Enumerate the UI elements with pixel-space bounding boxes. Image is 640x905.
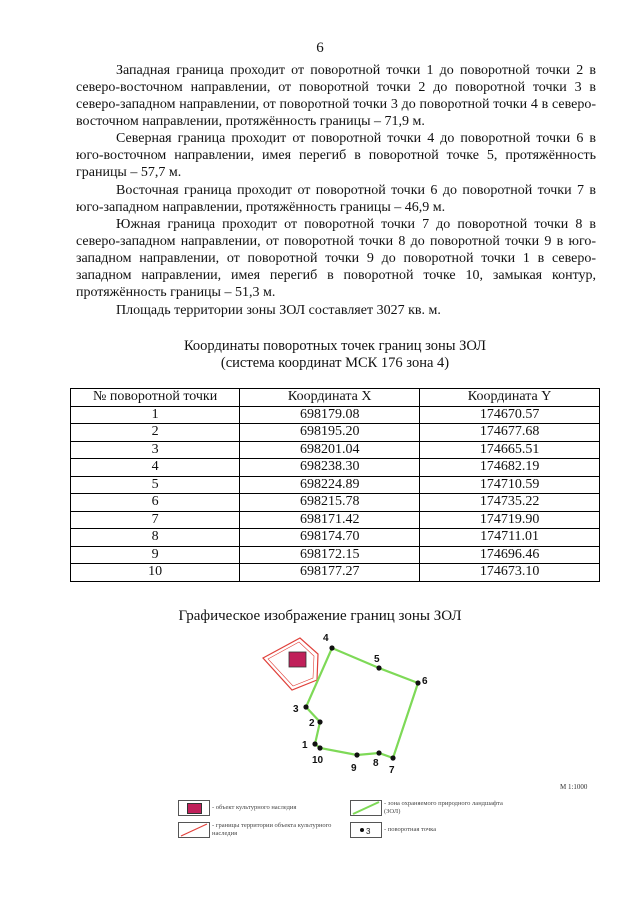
cell-x: 698172.15 [240, 546, 420, 564]
point-label-7: 7 [389, 765, 395, 776]
cell-point: 7 [71, 511, 240, 529]
turning-point-7 [390, 755, 395, 760]
heritage-object [289, 652, 306, 667]
turning-points [303, 645, 420, 760]
turning-point-9 [354, 752, 359, 757]
cell-y: 174696.46 [420, 546, 600, 564]
cell-point: 9 [71, 546, 240, 564]
graphic-title: Графическое изображение границ зоны ЗОЛ [178, 608, 462, 624]
table-header-row [71, 389, 600, 407]
cell-x: 698215.78 [240, 494, 420, 512]
cell-x: 698171.42 [240, 511, 420, 529]
table-row [71, 546, 600, 564]
legend-turning-point-swatch [350, 822, 382, 838]
cell-point: 8 [71, 529, 240, 547]
turning-point-4 [329, 645, 334, 650]
cell-x: 698201.04 [240, 441, 420, 459]
page-number: 6 [316, 40, 324, 56]
cell-point: 2 [71, 424, 240, 442]
cell-x: 698195.20 [240, 424, 420, 442]
cell-point: 4 [71, 459, 240, 477]
table-title: Координаты поворотных точек границ зоны ЗОЛ [183, 338, 487, 354]
cell-y: 174711.01 [420, 529, 600, 547]
cell-y: 174677.68 [420, 424, 600, 442]
header-point: № поворотной точки [71, 389, 240, 407]
table-row [71, 406, 600, 424]
cell-y: 174670.57 [420, 406, 600, 424]
legend-zol-swatch [350, 800, 382, 816]
point-label-1: 1 [302, 740, 308, 751]
table-row [71, 494, 600, 512]
legend-heritage-territory-label: - границы территории объекта культурного наследия [212, 822, 332, 837]
cell-point: 1 [71, 406, 240, 424]
cell-x: 698174.70 [240, 529, 420, 547]
boundary-map [160, 626, 460, 786]
table-row [71, 529, 600, 547]
paragraph-west-border: Западная граница проходит от поворотной точки 1 до поворотной точки 2 в северо-восточном направлении, от поворотной точки 2 до поворотной точки 3 в северо-западном направлении, от поворотной точки 3 до поворотной точки 4 в северо-восточном направлении, протяжённость границы – 71,9 м. [76, 63, 596, 129]
cell-y: 174710.59 [420, 476, 600, 494]
turning-point-5 [376, 665, 381, 670]
point-label-8: 8 [373, 758, 379, 769]
legend-turning-point-number: 3 [366, 827, 371, 836]
cell-x: 698179.08 [240, 406, 420, 424]
turning-point-2 [317, 719, 322, 724]
point-label-10: 10 [312, 755, 324, 766]
turning-point-10 [317, 745, 322, 750]
point-label-2: 2 [309, 718, 315, 729]
cell-x: 698238.30 [240, 459, 420, 477]
legend-heritage-object-label: - объект культурного наследия [212, 804, 297, 811]
paragraph-south-border: Южная граница проходит от поворотной точки 7 до поворотной точки 8 в северо-западном направлении, от поворотной точки 8 до поворотной точки 9 в юго-западном направлении, от поворотной точки 9 до поворотной точки 1 в северо-западном направлении, имея перегиб в поворотной точке 10, замыкая контур, протяжённость границы – 51,3 м. [76, 217, 596, 300]
cell-y: 174673.10 [420, 564, 600, 582]
point-label-3: 3 [293, 704, 299, 715]
table-row [71, 459, 600, 477]
coordinates-table [70, 388, 600, 582]
point-label-9: 9 [351, 763, 357, 774]
header-x: Координата X [240, 389, 420, 407]
table-row [71, 511, 600, 529]
table-row [71, 424, 600, 442]
header-y: Координата Y [420, 389, 600, 407]
turning-point-1 [312, 741, 317, 746]
paragraph-east-border: Восточная граница проходит от поворотной точки 6 до поворотной точки 7 в юго-западном направлении, протяжённость границы – 46,9 м. [76, 183, 596, 215]
turning-point-3 [303, 704, 308, 709]
cell-y: 174682.19 [420, 459, 600, 477]
point-label-4: 4 [323, 633, 329, 644]
paragraph-north-border: Северная граница проходит от поворотной точки 4 до поворотной точки 6 в юго-восточном направлении, имея перегиб в поворотной точке 5, протяжённость границы – 57,7 м. [76, 131, 596, 180]
table-subtitle: (система координат МСК 176 зона 4) [220, 355, 450, 371]
legend-turning-point-label: - поворотная точка [384, 826, 437, 833]
table-row [71, 564, 600, 582]
zol-zone-boundary [306, 648, 418, 758]
cell-point: 5 [71, 476, 240, 494]
cell-x: 698177.27 [240, 564, 420, 582]
paragraph-area: Площадь территории зоны ЗОЛ составляет 3027 кв. м. [116, 303, 441, 318]
legend-heritage-object-swatch [178, 800, 210, 816]
cell-x: 698224.89 [240, 476, 420, 494]
cell-point: 3 [71, 441, 240, 459]
cell-y: 174735.22 [420, 494, 600, 512]
table-row [71, 476, 600, 494]
cell-y: 174665.51 [420, 441, 600, 459]
point-label-5: 5 [374, 654, 380, 665]
table-row [71, 441, 600, 459]
turning-point-8 [376, 750, 381, 755]
legend-zol-label: - зона охраняемого природного ландшафта (ЗОЛ) [384, 800, 503, 815]
legend-heritage-territory-swatch [178, 822, 210, 838]
point-label-6: 6 [422, 676, 428, 687]
map-scale: М 1:1000 [560, 783, 588, 791]
cell-y: 174719.90 [420, 511, 600, 529]
turning-point-6 [415, 680, 420, 685]
cell-point: 10 [71, 564, 240, 582]
cell-point: 6 [71, 494, 240, 512]
